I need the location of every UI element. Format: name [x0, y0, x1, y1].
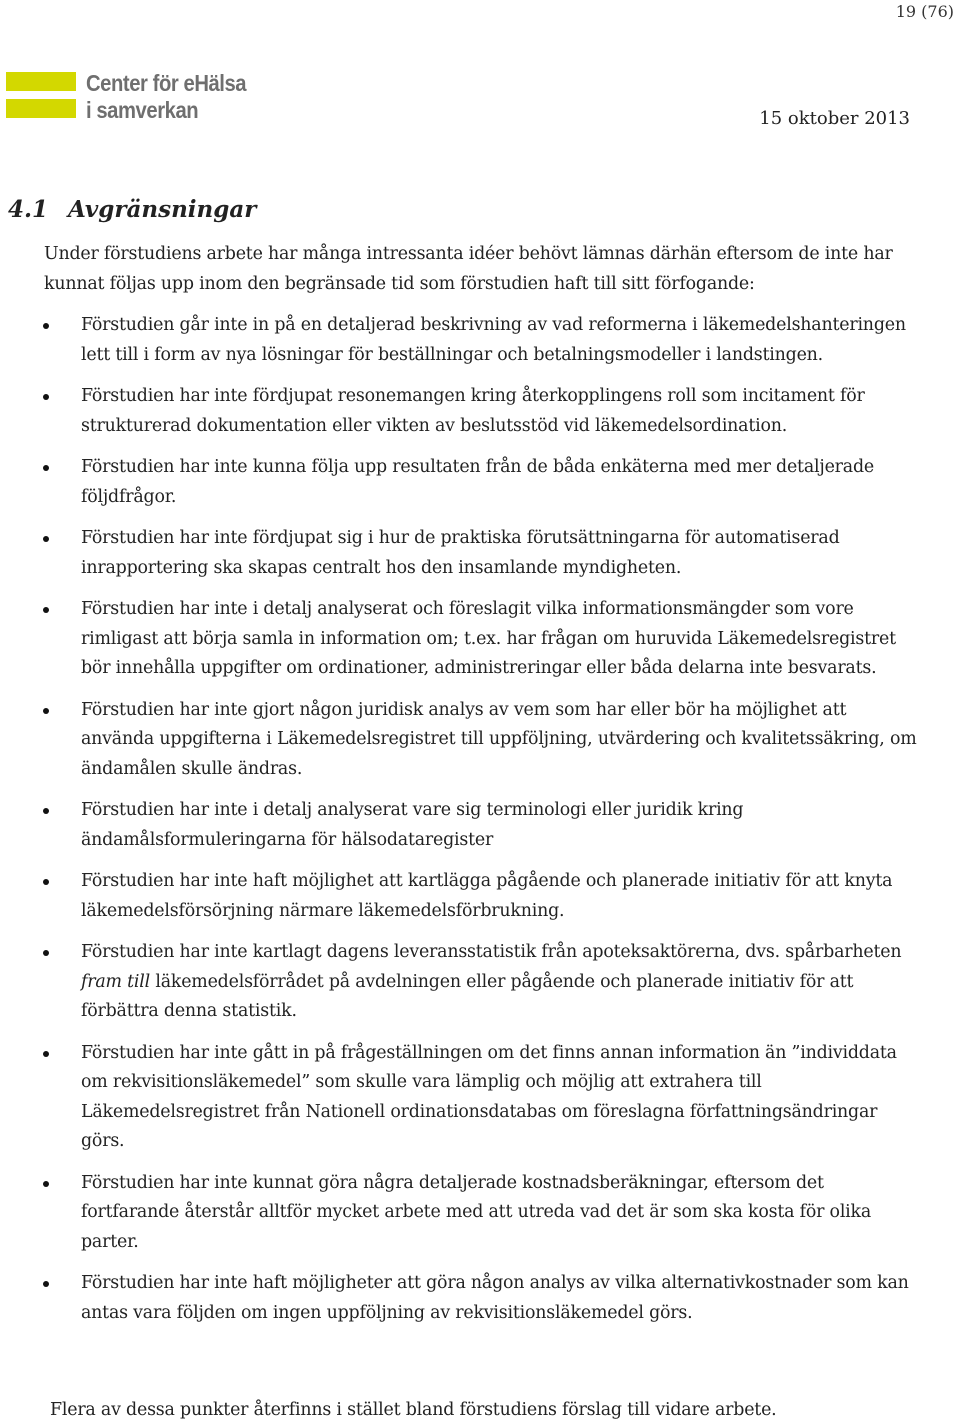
list-item-text: Förstudien har inte gjort någon juridisk analys av vem som har eller bör ha möjlighet att använda uppgifterna i Läkemedelsregistret till uppföljning, utvärdering och kvalitetssäkring, om ändamålen skulle ändras. — [81, 699, 917, 779]
bullet-icon — [43, 879, 49, 885]
document-date: 15 oktober 2013 — [759, 108, 910, 129]
list-item — [0, 1039, 920, 1157]
list-item — [0, 938, 920, 1027]
list-item-text: Förstudien har inte fördjupat resonemangen kring återkopplingens roll som incitament för strukturerad dokumentation eller vikten av beslutsstöd vid läkemedelsordination. — [81, 386, 865, 436]
list-item — [0, 696, 920, 785]
list-item-text: Förstudien har inte kunna följa upp resultaten från de båda enkäterna med mer detaljerade följdfrågor. — [81, 457, 874, 507]
bullet-icon — [43, 1181, 49, 1187]
list-item — [0, 1269, 920, 1328]
logo-bar-top — [6, 72, 76, 91]
logo-text-line1: Center för eHälsa — [86, 70, 247, 96]
list-item — [0, 595, 920, 684]
bullet-icon — [43, 607, 49, 613]
list-item-text: Förstudien har inte gått in på frågeställningen om det finns annan information än ”individdata om rekvisitionsläkemedel” som skulle vara lämplig och möjlig att extrahera till Läkemedelsregistret från Nationell ordinationsdatabas om föreslagna författningsändringar görs. — [81, 1042, 897, 1151]
bullet-icon — [43, 465, 49, 471]
list-item-emphasis: fram till — [81, 971, 151, 992]
bullet-icon — [43, 394, 49, 400]
logo-text-line2: i samverkan — [86, 97, 199, 123]
list-item-text-part: läkemedelsförrådet på avdelningen eller pågående och planerade initiativ för att förbättra denna statistik. — [81, 971, 854, 1021]
intro-paragraph: Under förstudiens arbete har många intressanta idéer behövt lämnas därhän eftersom de inte har kunnat följas upp inom den begränsade tid som förstudien haft till sitt förfogande: — [44, 244, 893, 294]
list-item — [0, 867, 920, 926]
list-item — [0, 311, 920, 370]
list-item — [0, 382, 920, 441]
list-item-text: Förstudien har inte haft möjlighet att kartlägga pågående och planerade initiativ för att knyta läkemedelsförsörjning närmare läkemedelsförbrukning. — [81, 871, 893, 921]
organization-logo — [6, 72, 266, 122]
list-item — [0, 1169, 920, 1258]
bullet-icon — [43, 708, 49, 714]
list-item-text: Förstudien har inte kunnat göra några detaljerade kostnadsberäkningar, eftersom det fortfarande återstår alltför mycket arbete med att utreda vad det är som ska kosta för olika parter. — [81, 1172, 872, 1252]
page-number: 19 (76) — [895, 2, 954, 21]
list-item-text: Förstudien har inte fördjupat sig i hur de praktiska förutsättningarna för automatiserad inrapportering ska skapas centralt hos den insamlande myndigheten. — [81, 528, 840, 578]
list-item-text: Förstudien har inte i detalj analyserat vare sig terminologi eller juridik kring ändamålsformuleringarna för hälsodataregister — [81, 800, 744, 850]
list-item-text: Förstudien går inte in på en detaljerad beskrivning av vad reformerna i läkemedelshanteringen lett till i form av nya lösningar för beställningar och betalningsmodeller i landstingen. — [81, 315, 906, 365]
list-item — [0, 524, 920, 583]
bullet-icon — [43, 950, 49, 956]
list-item-text: Förstudien har inte i detalj analyserat och föreslagit vilka informationsmängder som vore rimligast att börja samla in information om; t.ex. har frågan om huruvida Läkemedelsregistret bör innehålla uppgifter om ordinationer, administreringar eller båda delarna inte besvarats. — [81, 599, 896, 678]
bullet-icon — [43, 1051, 49, 1057]
list-item-text — [81, 942, 901, 1021]
section-number: 4.1 — [8, 196, 49, 223]
bullet-icon — [43, 536, 49, 542]
bullet-icon — [43, 1281, 49, 1287]
list-item — [0, 453, 920, 512]
section-title: Avgränsningar — [68, 196, 257, 223]
list-item-text-part: Förstudien har inte kartlagt dagens leveransstatistik från apoteksaktörerna, dvs. spårbarheten — [81, 942, 902, 962]
logo-bar-bottom — [6, 99, 76, 118]
closing-paragraph: Flera av dessa punkter återfinns i stället bland förstudiens förslag till vidare arbete. — [50, 1400, 777, 1420]
list-item — [0, 796, 920, 855]
limitations-list — [0, 311, 920, 1340]
section-heading — [8, 196, 256, 223]
bullet-icon — [43, 808, 49, 814]
list-item-text: Förstudien har inte haft möjligheter att göra någon analys av vilka alternativkostnader som kan antas vara följden om ingen uppföljning av rekvisitionsläkemedel görs. — [81, 1273, 909, 1323]
bullet-icon — [43, 323, 49, 329]
